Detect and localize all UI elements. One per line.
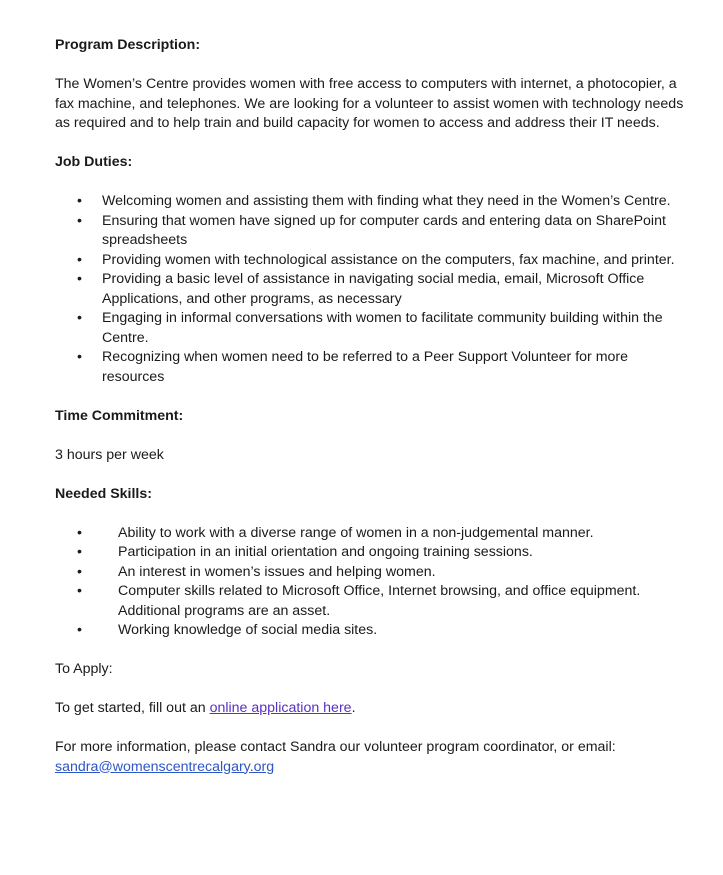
time-commitment-text: 3 hours per week	[55, 446, 164, 463]
list-item: • Ability to work with a diverse range of women in a non-judgemental manner.	[55, 524, 685, 544]
list-item: • Participation in an initial orientation and ongoing training sessions.	[55, 543, 685, 563]
needed-skills-heading: Needed Skills:	[55, 485, 152, 502]
bullet-icon: •	[77, 271, 82, 287]
online-application-link[interactable]: online application here	[209, 700, 352, 716]
document-page	[55, 36, 685, 777]
list-item: • Welcoming women and assisting them with finding what they need in the Women’s Centre.	[55, 192, 685, 212]
bullet-icon: •	[77, 349, 82, 365]
list-item: • Working knowledge of social media sites.	[55, 621, 685, 641]
program-description-heading: Program Description:	[55, 37, 201, 53]
list-item: • Ensuring that women have signed up for computer cards and entering data on SharePoint spreadsheets	[77, 212, 666, 248]
bullet-icon: •	[77, 583, 82, 599]
bullet-icon: •	[77, 193, 82, 209]
bullet-icon: •	[77, 212, 82, 229]
get-started-text: To get started, fill out an online application here.	[55, 700, 356, 716]
more-info-text: For more information, please contact Sandra our volunteer program coordinator, or email:	[55, 739, 616, 755]
time-commitment-heading: Time Commitment:	[55, 407, 184, 424]
bullet-icon: •	[77, 524, 82, 541]
email-link[interactable]: sandra@womenscentrecalgary.org	[55, 758, 275, 775]
bullet-icon: •	[77, 622, 82, 638]
bullet-icon: •	[77, 310, 82, 326]
job-duties-heading: Job Duties:	[55, 154, 133, 170]
list-item: • Providing a basic level of assistance in navigating social media, email, Microsoft Office Applications, and other programs, as necessary	[77, 271, 645, 307]
program-description-text: The Women’s Centre provides women with free access to computers with internet, a photocopier, a fax machine, and telephones. We are looking for a volunteer to assist women with technology needs as required and to help train and build capacity for women to access and address their IT needs.	[55, 76, 684, 131]
needed-skills-list	[55, 524, 685, 641]
bullet-icon: •	[77, 544, 82, 560]
list-item: • Recognizing when women need to be referred to a Peer Support Volunteer for more resources	[77, 349, 629, 385]
list-item: • Computer skills related to Microsoft Office, Internet browsing, and office equipment. Additional programs are an asset.	[77, 583, 641, 619]
bullet-icon: •	[77, 563, 82, 580]
to-apply-label: To Apply:	[55, 661, 113, 677]
list-item: • Providing women with technological assistance on the computers, fax machine, and printer.	[55, 251, 685, 271]
list-item: • An interest in women’s issues and helping women.	[55, 563, 685, 583]
job-duties-list	[55, 192, 685, 387]
bullet-icon: •	[77, 251, 82, 268]
list-item: • Engaging in informal conversations with women to facilitate community building within the Centre.	[77, 310, 663, 346]
